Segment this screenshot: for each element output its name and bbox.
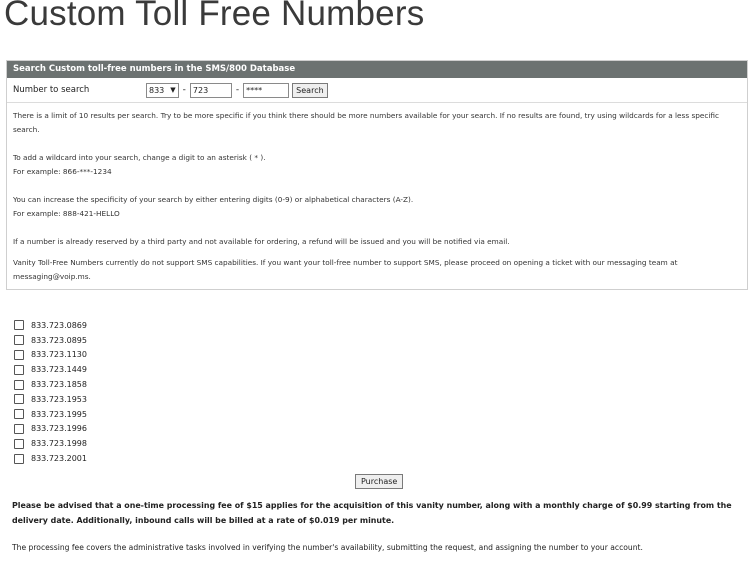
result-number: 833.723.2001 [31,454,87,464]
search-panel [6,60,748,290]
info-sms: Vanity Toll-Free Numbers currently do not support SMS capabilities. If you want your toll-free number to support SMS, please proceed on opening a ticket with our messaging team at messaging@voip.ms. [13,258,678,281]
result-row[interactable] [14,451,87,466]
result-number: 833.723.1953 [31,394,87,404]
result-row[interactable] [14,392,87,407]
checkbox[interactable] [14,409,24,419]
checkbox[interactable] [14,380,24,390]
result-row[interactable] [14,333,87,348]
search-controls [146,83,328,98]
info-specificity: You can increase the specificity of your search by either entering digits (0-9) or alphabetical characters (A-Z). [13,195,414,204]
result-number: 833.723.1995 [31,409,87,419]
info-section [7,103,747,290]
purchase-button[interactable]: Purchase [355,474,403,489]
segment2-input[interactable]: 723 [190,83,232,98]
segment3-input[interactable]: **** [243,83,289,98]
fee-notice: Please be advised that a one-time processing fee of $15 applies for the acquisition of this vanity number, along with a monthly charge of $0.99 starting from the delivery date. Additionally, inbound calls will be billed at a rate of $0.019 per minute. [12,501,732,525]
info-refund: If a number is already reserved by a third party and not available for ordering, a refund will be issued and you will be notified via email. [13,237,510,246]
separator-dash: - [182,85,186,95]
info-limit: There is a limit of 10 results per search. Try to be more specific if you think there should be more numbers available for your search. If no results are found, try using wildcards for a less specific search. [13,111,720,134]
result-number: 833.723.1858 [31,380,87,390]
checkbox[interactable] [14,394,24,404]
search-label: Number to search [13,85,90,95]
results-list [14,318,87,466]
checkbox[interactable] [14,439,24,449]
search-button[interactable]: Search [292,83,327,98]
result-row[interactable] [14,318,87,333]
result-row[interactable] [14,377,87,392]
result-row[interactable] [14,436,87,451]
checkbox[interactable] [14,454,24,464]
result-row[interactable] [14,348,87,363]
search-row [7,78,747,103]
result-number: 833.723.1449 [31,365,87,375]
result-row[interactable] [14,407,87,422]
info-wildcard-example: For example: 866-***-1234 [13,167,112,176]
result-number: 833.723.1996 [31,424,87,434]
result-row[interactable] [14,422,87,437]
info-wildcard: To add a wildcard into your search, change a digit to an asterisk ( * ). [13,153,266,162]
processing-fee-note: The processing fee covers the administrative tasks involved in verifying the number's availability, submitting the request, and assigning the number to your account. [12,543,643,552]
result-row[interactable] [14,362,87,377]
result-number: 833.723.0869 [31,320,87,330]
result-number: 833.723.1998 [31,439,87,449]
page-title: Custom Toll Free Numbers [4,0,425,33]
checkbox[interactable] [14,320,24,330]
prefix-select[interactable] [146,83,179,98]
chevron-down-icon: ▼ [170,85,176,94]
checkbox[interactable] [14,424,24,434]
result-number: 833.723.0895 [31,335,87,345]
search-panel-header: Search Custom toll-free numbers in the SMS/800 Database [7,61,747,78]
checkbox[interactable] [14,365,24,375]
checkbox[interactable] [14,335,24,345]
info-specificity-example: For example: 888-421-HELLO [13,209,120,218]
checkbox[interactable] [14,350,24,360]
prefix-select-value: 833 [149,85,165,95]
separator-dash: - [235,85,240,95]
result-number: 833.723.1130 [31,350,87,360]
